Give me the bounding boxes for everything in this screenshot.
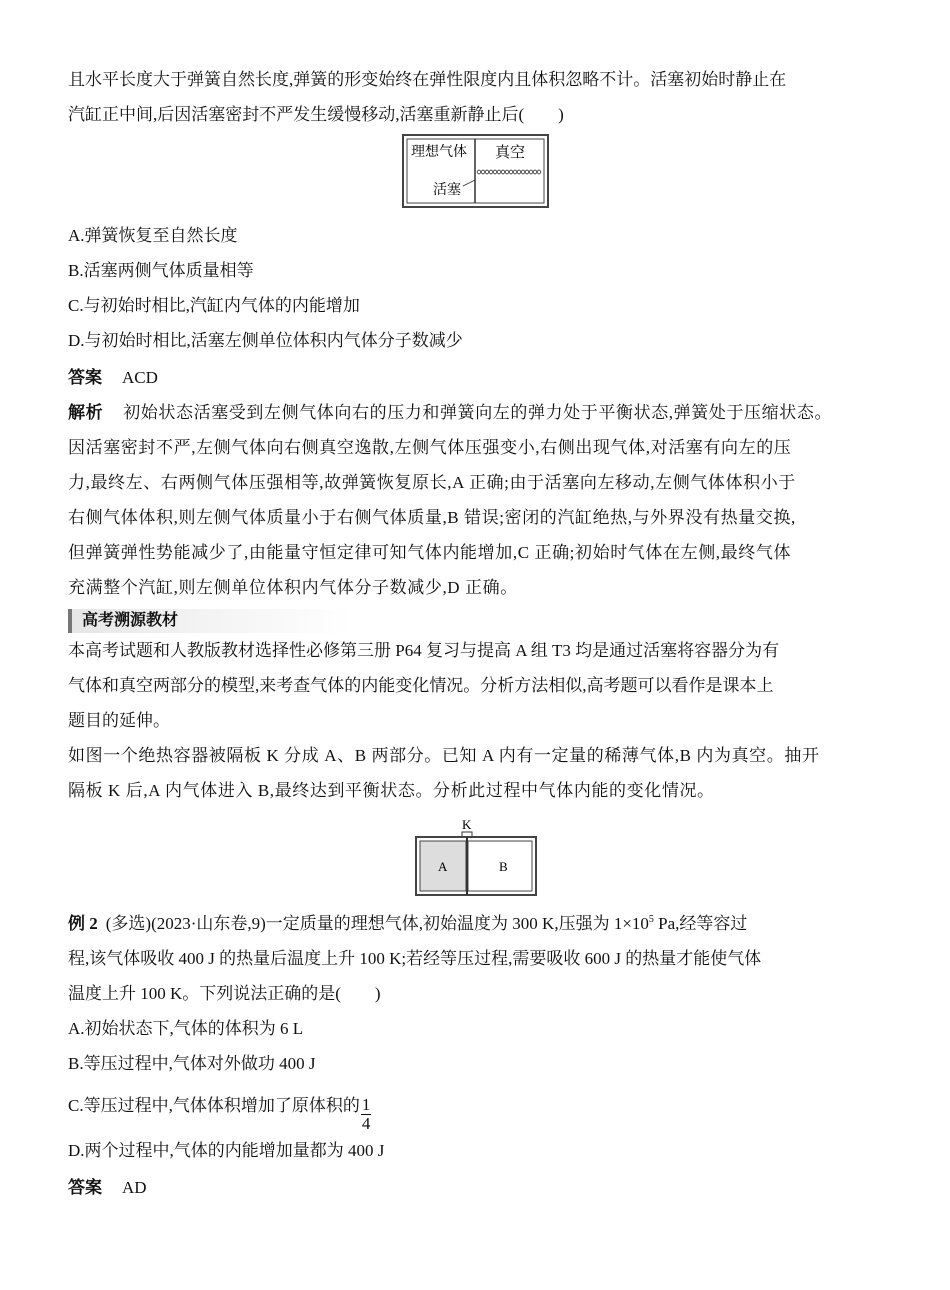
q1-option-a: A.弹簧恢复至自然长度 bbox=[68, 226, 238, 245]
partition-container-figure bbox=[68, 816, 890, 902]
source-intro-line-2: 气体和真空两部分的模型,来考查气体的内能变化情况。分析方法相似,高考题可以看作是课本上 bbox=[68, 676, 774, 695]
q2-stem-line-2: 程,该气体吸收 400 J 的热量后温度上升 100 K;若经等压过程,需要吸收 600 J 的热量才能使气体 bbox=[68, 949, 762, 968]
q1-stem-line-2: 汽缸正中间,后因活塞密封不严发生缓慢移动,活塞重新静止后( ) bbox=[68, 105, 564, 124]
gas-label: 理想气体 bbox=[411, 145, 467, 160]
q1-option-b: B.活塞两侧气体质量相等 bbox=[68, 261, 254, 280]
q1-answer bbox=[68, 360, 890, 395]
b-label: B bbox=[499, 859, 508, 874]
source-problem-line-1: 如图一个绝热容器被隔板 K 分成 A、B 两部分。已知 A 内有一定量的稀薄气体,B 内为真空。抽开 bbox=[68, 746, 820, 765]
answer-label: 答案 bbox=[68, 368, 102, 387]
answer-value: AD bbox=[122, 1178, 147, 1197]
q2-answer bbox=[68, 1170, 890, 1205]
q2-stem-line-1 bbox=[68, 902, 890, 941]
source-problem-line-2: 隔板 K 后,A 内气体进入 B,最终达到平衡状态。分析此过程中气体内能的变化情况。 bbox=[68, 781, 715, 800]
q2-stem-line-3: 温度上升 100 K。下列说法正确的是( ) bbox=[68, 984, 381, 1003]
q2-stem-text-end: Pa,经等容过 bbox=[653, 914, 748, 933]
exponent: 5 bbox=[648, 914, 654, 925]
q2-label: 例 2 bbox=[68, 914, 98, 933]
analysis-line-2: 因活塞密封不严,左侧气体向右侧真空逸散,左侧气体压强变小,右侧出现气体,对活塞有向左的压 bbox=[68, 438, 792, 457]
analysis-line-6: 充满整个汽缸,则左侧单位体积内气体分子数减少,D 正确。 bbox=[68, 578, 518, 597]
k-label: K bbox=[462, 817, 472, 832]
q1-option-c: C.与初始时相比,汽缸内气体的内能增加 bbox=[68, 296, 360, 315]
q2-option-a: A.初始状态下,气体的体积为 6 L bbox=[68, 1019, 304, 1038]
fraction-denominator: 4 bbox=[361, 1114, 371, 1133]
q2-option-d: D.两个过程中,气体的内能增加量都为 400 J bbox=[68, 1141, 385, 1160]
fraction-numerator: 1 bbox=[361, 1095, 371, 1114]
answer-label: 答案 bbox=[68, 1178, 102, 1197]
section-heading: 高考溯源教材 bbox=[68, 609, 890, 633]
source-intro-line-3: 题目的延伸。 bbox=[68, 711, 170, 730]
piston-label: 活塞 bbox=[433, 183, 461, 198]
q2-option-c-text: C.等压过程中,气体体积增加了原体积的 bbox=[68, 1096, 360, 1115]
vacuum-label: 真空 bbox=[495, 145, 526, 161]
q2-option-b: B.等压过程中,气体对外做功 400 J bbox=[68, 1054, 316, 1073]
analysis-text: 初始状态活塞受到左侧气体向右的压力和弹簧向左的弹力处于平衡状态,弹簧处于压缩状态。 bbox=[123, 403, 833, 422]
analysis-line-4: 右侧气体体积,则左侧气体质量小于右侧气体质量,B 错误;密闭的汽缸绝热,与外界没有热量交换, bbox=[68, 508, 796, 527]
analysis-line-5: 但弹簧弹性势能减少了,由能量守恒定律可知气体内能增加,C 正确;初始时气体在左侧,最终气体 bbox=[68, 543, 792, 562]
q2-stem-text: (多选)(2023·山东卷,9)一定质量的理想气体,初始温度为 300 K,压强为 1×10 bbox=[105, 914, 649, 933]
analysis-line-1 bbox=[68, 395, 890, 430]
partition-diagram bbox=[68, 816, 890, 902]
document-page bbox=[68, 62, 890, 1205]
analysis-label: 解析 bbox=[68, 403, 104, 422]
fraction bbox=[361, 1096, 372, 1133]
cylinder-piston-figure bbox=[68, 132, 890, 218]
q1-stem-line-1: 且水平长度大于弹簧自然长度,弹簧的形变始终在弹性限度内且体积忽略不计。活塞初始时静止在 bbox=[68, 70, 787, 89]
q2-option-c bbox=[68, 1081, 890, 1133]
q1-option-d: D.与初始时相比,活塞左侧单位体积内气体分子数减少 bbox=[68, 331, 463, 350]
source-intro-line-1: 本高考试题和人教版教材选择性必修第三册 P64 复习与提高 A 组 T3 均是通过活塞将容器分为有 bbox=[68, 641, 780, 660]
cylinder-diagram bbox=[68, 132, 890, 218]
answer-value: ACD bbox=[122, 368, 158, 387]
a-label: A bbox=[438, 859, 448, 874]
analysis-line-3: 力,最终左、右两侧气体压强相等,故弹簧恢复原长,A 正确;由于活塞向左移动,左侧气体体积小于 bbox=[68, 473, 796, 492]
